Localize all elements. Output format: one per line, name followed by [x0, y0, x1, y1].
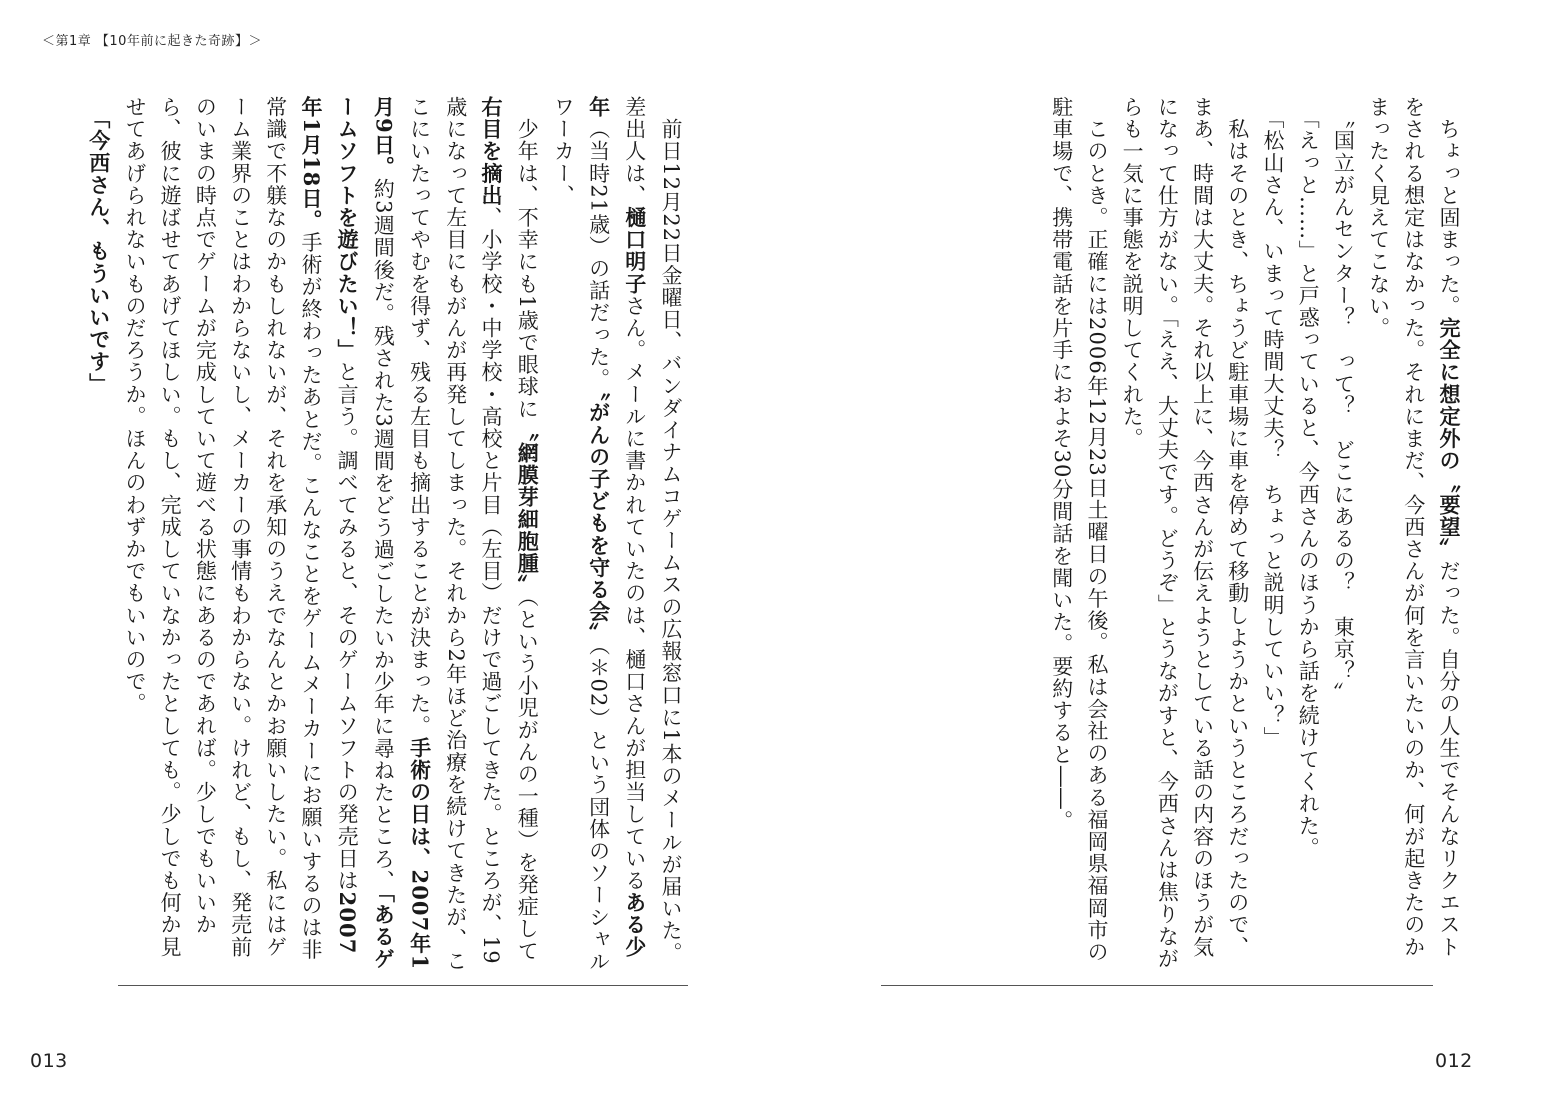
paragraph: [545, 96, 688, 976]
paragraph: [81, 96, 117, 976]
body-text: 、小学校・中学校・高校と片目（左目）だけで過ごしてきた。ところが、19歳になって左目にもがんが再発してしまった。それから2年ほど治療を続けてきたが、ここにいたってやむを得ず、残る左目も摘出することが決まった。: [407, 96, 503, 973]
body-text: と言う。調べてみると、そのゲームソフトの発売日は: [335, 361, 360, 892]
right-page: [775, 0, 1550, 1100]
emphasis-text: 完全に想定外の〝要望〟: [1437, 317, 1462, 561]
right-page-body: [887, 96, 1467, 976]
paragraph: [1044, 96, 1114, 976]
body-text: 私はそのとき、ちょうど駐車場に車を停めて移動しようかというところだったので、まあ、時間は大丈夫。それ以上に、今西さんが伝えようとしている話の内容のほうが気になって仕方がない。「ええ、大丈夫です。どうぞ」とうながすと、今西さんは焦りながらも一気に事態を説明してくれた。: [1120, 96, 1250, 970]
emphasis-text: ある少年: [586, 96, 648, 958]
left-page-body: [86, 96, 688, 976]
emphasis-text: 「あるゲームソフトを遊びたい！」: [335, 96, 397, 970]
body-text: 前日12月22日金曜日、バンダイナムコゲームスの広報窓口に1本のメールが届いた。差出人は、: [622, 96, 683, 964]
body-text: 約3週間後だ。残された3週間をどう過ごしたいか少年に尋ねたところ、: [371, 178, 396, 893]
paragraph: [1360, 96, 1467, 976]
paragraph: [1325, 96, 1360, 976]
body-text: （＊02）という団体のソーシャルワーカー、: [551, 96, 611, 973]
emphasis-text: 右目を摘出: [478, 96, 504, 207]
emphasis-text: 「今西さん、もういいです」: [86, 118, 112, 395]
body-text: 「えっと……」と戸惑っていると、今西さんのほうから話を続けてくれた。: [1296, 118, 1321, 860]
running-header: ＜第1章 【10年前に起きた奇跡】＞: [42, 34, 262, 49]
paragraph: [117, 96, 545, 976]
emphasis-text: 2007年1月18日。: [298, 96, 361, 955]
body-text: このとき。正確には2006年12月23日土曜日の午後。私は会社のある福岡県福岡市の駐車場で、携帯電話を片手におよそ30分間話を聞いた。要約すると――。: [1049, 96, 1109, 964]
emphasis-text: 〝網膜芽細胞腫〟: [515, 419, 541, 597]
paragraph: [1255, 96, 1290, 976]
left-page-rule: [118, 985, 688, 986]
body-text: 手術が終わったあとだ。こんなことをゲームメーカーにお願いするのは非常識で不躾なのかもしれないが、それを承知のうえでなんとかお願いしたい。私にはゲーム業界のことはわからないし、メーカーの事情もわからない。けれど、もし、発売前のいまの時点でゲームが完成していて遊べる状態にあるのであれば。少しでもいいから、彼に遊ばせてあげてほしい。もし、完成していなかったとしても。少しでも何か見せてあげられないものだろうか。ほんのわずかでもいいので。: [122, 96, 323, 961]
left-page-number: 013: [30, 1050, 68, 1072]
body-text: さん。メールに書かれていたのは、樋口さんが担当している: [622, 294, 647, 892]
paragraph: [1114, 96, 1255, 976]
body-text: （という小児がんの一種）を発症して: [515, 596, 540, 962]
emphasis-text: 手術の日は、2007年1月9日。: [371, 96, 433, 971]
right-page-rule: [881, 985, 1433, 986]
body-text: （当時21歳）の話だった。: [586, 118, 611, 391]
emphasis-text: 〝がんの子どもを守る会〟: [586, 390, 612, 645]
body-text: ちょっと固まった。: [1437, 118, 1461, 318]
paragraph: [1290, 96, 1325, 976]
body-text: だった。自分の人生でそんなリクエストをされる想定はなかった。それにまだ、今西さんが何を言いたいのか、何が起きたのかまったく見えてこない。: [1366, 96, 1461, 958]
emphasis-text: 樋口明子: [622, 206, 648, 295]
body-text: 「松山さん、いまって時間大丈夫？ ちょっと説明していい？」: [1260, 118, 1285, 749]
right-page-number: 012: [1435, 1050, 1473, 1072]
body-text: 〝国立がんセンター？ って？ どこにあるの？ 東京？〟: [1331, 118, 1356, 705]
body-text: 少年は、不幸にも1歳で眼球に: [515, 118, 540, 420]
